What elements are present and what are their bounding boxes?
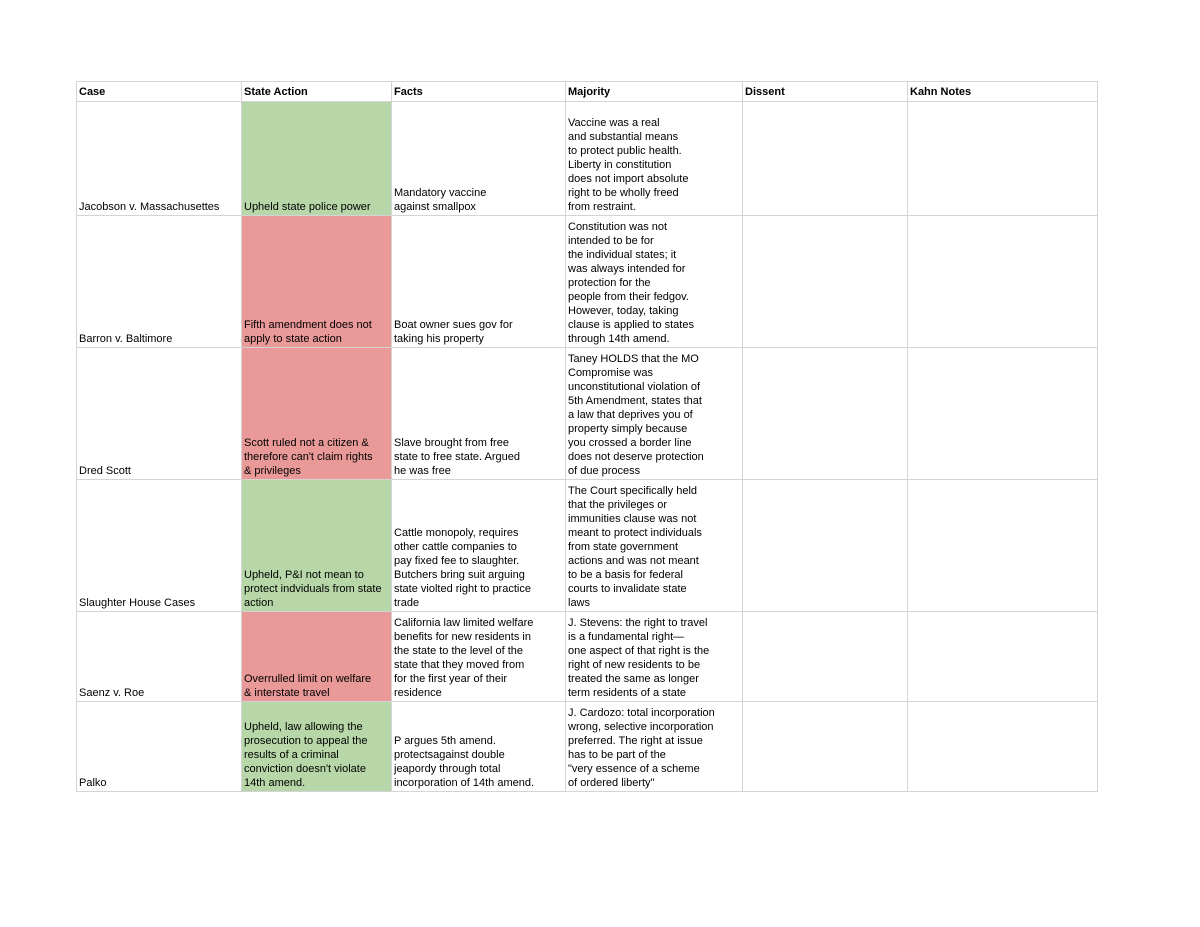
case-cell[interactable]: Dred Scott (77, 348, 242, 480)
header-row (77, 82, 1098, 102)
case-cell[interactable]: Barron v. Baltimore (77, 216, 242, 348)
dissent-cell[interactable] (743, 348, 908, 480)
state-action-cell[interactable]: Upheld state police power (242, 102, 392, 216)
column-header-majority[interactable]: Majority (566, 82, 743, 102)
majority-cell[interactable]: J. Cardozo: total incorporation wrong, selective incorporation preferred. The right at issue has to be part of the "very essence of a scheme of ordered liberty" (566, 702, 743, 792)
table-row (77, 612, 1098, 702)
column-header-kahn-notes[interactable]: Kahn Notes (908, 82, 1098, 102)
state-action-cell[interactable]: Upheld, P&I not mean to protect indviduals from state action (242, 480, 392, 612)
table-row (77, 348, 1098, 480)
table-row (77, 480, 1098, 612)
dissent-cell[interactable] (743, 702, 908, 792)
dissent-cell[interactable] (743, 612, 908, 702)
kahn-notes-cell[interactable] (908, 348, 1098, 480)
majority-cell[interactable]: Taney HOLDS that the MO Compromise was unconstitutional violation of 5th Amendment, states that a law that deprives you of property simply because you crossed a border line does not deserve protection of due process (566, 348, 743, 480)
case-table (76, 81, 1098, 792)
facts-cell[interactable]: Cattle monopoly, requires other cattle companies to pay fixed fee to slaughter. Butchers bring suit arguing state violted right to practice trade (392, 480, 566, 612)
majority-cell[interactable]: Vaccine was a real and substantial means to protect public health. Liberty in constitution does not import absolute right to be wholly freed from restraint. (566, 102, 743, 216)
column-header-state-action[interactable]: State Action (242, 82, 392, 102)
facts-cell[interactable]: Mandatory vaccine against smallpox (392, 102, 566, 216)
state-action-cell[interactable]: Overrulled limit on welfare & interstate travel (242, 612, 392, 702)
dissent-cell[interactable] (743, 480, 908, 612)
majority-cell[interactable]: J. Stevens: the right to travel is a fundamental right— one aspect of that right is the right of new residents to be treated the same as longer term residents of a state (566, 612, 743, 702)
case-cell[interactable]: Saenz v. Roe (77, 612, 242, 702)
case-cell[interactable]: Slaughter House Cases (77, 480, 242, 612)
facts-cell[interactable]: California law limited welfare benefits for new residents in the state to the level of the state that they moved from for the first year of their residence (392, 612, 566, 702)
kahn-notes-cell[interactable] (908, 216, 1098, 348)
dissent-cell[interactable] (743, 216, 908, 348)
dissent-cell[interactable] (743, 102, 908, 216)
majority-cell[interactable]: Constitution was not intended to be for the individual states; it was always intended for protection for the people from their fedgov. However, today, taking clause is applied to states through 14th amend. (566, 216, 743, 348)
table-row (77, 102, 1098, 216)
facts-cell[interactable]: P argues 5th amend. protectsagainst double jeapordy through total incorporation of 14th amend. (392, 702, 566, 792)
facts-cell[interactable]: Slave brought from free state to free state. Argued he was free (392, 348, 566, 480)
kahn-notes-cell[interactable] (908, 480, 1098, 612)
column-header-dissent[interactable]: Dissent (743, 82, 908, 102)
kahn-notes-cell[interactable] (908, 612, 1098, 702)
table-row (77, 216, 1098, 348)
state-action-cell[interactable]: Upheld, law allowing the prosecution to appeal the results of a criminal conviction doesn't violate 14th amend. (242, 702, 392, 792)
majority-cell[interactable]: The Court specifically held that the privileges or immunities clause was not meant to protect individuals from state government actions and was not meant to be a basis for federal courts to invalidate state laws (566, 480, 743, 612)
case-cell[interactable]: Jacobson v. Massachusettes (77, 102, 242, 216)
column-header-case[interactable]: Case (77, 82, 242, 102)
column-header-facts[interactable]: Facts (392, 82, 566, 102)
kahn-notes-cell[interactable] (908, 102, 1098, 216)
case-cell[interactable]: Palko (77, 702, 242, 792)
table-row (77, 702, 1098, 792)
state-action-cell[interactable]: Fifth amendment does not apply to state action (242, 216, 392, 348)
kahn-notes-cell[interactable] (908, 702, 1098, 792)
facts-cell[interactable]: Boat owner sues gov for taking his property (392, 216, 566, 348)
state-action-cell[interactable]: Scott ruled not a citizen & therefore can't claim rights & privileges (242, 348, 392, 480)
